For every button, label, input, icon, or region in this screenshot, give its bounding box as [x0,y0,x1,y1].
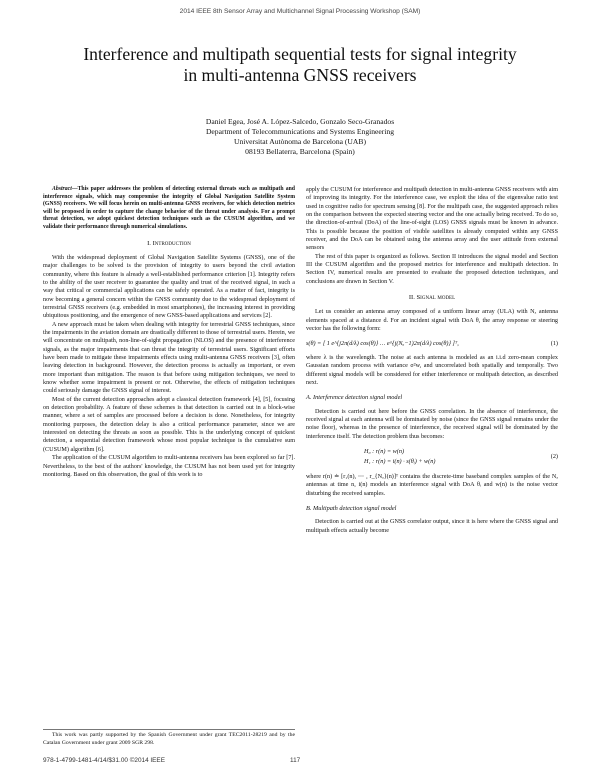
author-department: Department of Telecommunications and Systems Engineering [205,127,395,136]
isbn-copyright: 978-1-4799-1481-4/14/$31.00 ©2014 IEEE [43,757,165,764]
conference-header: 2014 IEEE 8th Sensor Array and Multichannel Signal Processing Workshop (SAM) [179,8,421,15]
interference-paragraph: Detection is carried out here before the GNSS correlation. In the absence of interference, the received signal at each antenna will be dominated by noise (since the GNSS signal remains under the noise floor), whereas in the presence of interference, the received signal will be dominated by the interference itself. The detection problem thus becomes: [306,408,558,440]
left-column [43,186,295,479]
section-heading-signal-model: II. Signal model [408,294,456,302]
title-line-2: in multi-antenna GNSS receivers [183,65,417,85]
equation-1-number: (1) [550,339,558,347]
equation-2-h0: H₀ : r(n) = w(n) [364,447,405,455]
author-university: Universitat Autònoma de Barcelona (UAB) [233,137,366,146]
signal-model-paragraph: Let us consider an antenna array composed of a uniform linear array (ULA) with Nₐ antenna elements spaced at a distance d. For an incident signal with DoA θ, the array response or steering vector has the following form: [306,309,558,333]
right-paragraph-1: apply the CUSUM for interference and multipath detection in multi-antenna GNSS receivers with aim of improving its integrity. For the interference case, we exploit the idea of the eigenvalue ratio test used in cognitive radio for spectrum sensing [8]. For the multipath case, the suggested approach relies on the comparison between the expected steering vector and the one actually being received. To do so, the direction-of-arrival (DoA) of the line-of-sight (LOS) GNSS signals must be known in advance. This is possible because the position of visible satellites is already computed within any GNSS receiver, and the DoA can be obtained using the antenna array and the user attitude from external sensors [306,187,558,252]
intro-paragraph-1: With the widespread deployment of Global Navigation Satellite Systems (GNSS), one of the major challenges to be solved is the provision of integrity to users beyond the civil aviation community, where this feature is already a well-established performance criterion [1]. Integrity refers to the ability of the user receiver to guarantee the quality and trust of the received signal, in such a way that critical or commercial applications can be safely operated. As a matter of fact, integrity is now becoming a general concern within the GNSS community due to the widespread deployment of terrestrial GNSS receivers (e.g. embedded in most smartphones), the increasing interest in providing ubiquitous positioning, and the emergence of new GNSS-based applications and services [2]. [43,254,295,320]
paper-title [40,44,560,86]
author-city: 08193 Bellaterra, Barcelona (Spain) [245,147,355,156]
equation-2 [306,447,558,467]
equation-2-number: (2) [550,452,558,460]
abstract [43,186,295,232]
subsection-a-heading: A. Interference detection signal model [306,394,403,402]
abstract-label: Abstract [52,186,72,192]
title-line-1: Interference and multipath sequential tests for signal integrity [83,44,517,64]
equation-2-body [364,447,435,467]
received-signal-paragraph: where r(n) ≐ [r₁(n), ⋯ , r_{Nₐ}(n)]ᵀ contains the discrete-time baseband complex samples of the Nₐ antennas at time n, i(n) models an interference signal with DoA θᵢ and w(n) is the noise vector disturbing the received samples. [306,473,558,497]
equation-1 [306,340,558,348]
author-names: Daniel Egea, José A. López-Salcedo, Gonzalo Seco-Granados [205,117,395,126]
footnote [43,729,295,747]
intro-paragraph-2: A new approach must be taken when dealing with integrity for terrestrial GNSS techniques, since the impairments in the aviation domain are drastically different to those of terrestrial users. Herein, we will concentrate on multipath, non-line-of-sight propagation (NLOS) and the presence of interference signals, as the major impairments that can threat the integrity of terrestrial users. Significant efforts have been made to mitigate these impairments effects using multi-antenna GNSS receivers [3], often leaving detection in background. However, the detection process is actually as important, or even more important than mitigation. The reason is that before using mitigation techniques, we need to know whether some impairment is present or not. Otherwise, the effects of mitigation techniques could seriously damage the GNSS signal of interest. [43,321,295,395]
equation-1-body: s(θ) = [ 1 e^{j2π(d/λ) cos(θ)} … e^{j(Nₐ−1)2π(d/λ) cos(θ)} ]ᵀ, [306,339,459,347]
equation-2-h1: H₁ : r(n) = i(n) · s(θᵢ) + w(n) [364,457,436,465]
abstract-text: —This paper addresses the problem of detecting external threats such as multipath and interference signals, which may compromise the integrity of Global Navigation Satellite System (GNSS) receivers. We will focus herein on multi-antenna GNSS receivers, for which detection metrics will be proposed in order to capture the change behavior of the threat under analysis. For a prompt threat detection, we adopt quickest detection techniques such as the CUSUM algorithm, and we validate their performance through numerical simulations. [43,186,295,230]
multipath-paragraph: Detection is carried out at the GNSS correlator output, since it is here where the GNSS signal and multipath effects actually become [306,519,558,534]
author-block [0,117,600,157]
section-heading-intro: I. Introduction [147,239,191,247]
intro-paragraph-4: The application of the CUSUM algorithm to multi-antenna receivers has been explored so far [7]. Nevertheless, to the best of the authors' knowledge, the CUSUM has not been used yet for integrity monitoring. Based on this observation, the goal of this work is to [43,455,295,478]
subsection-b-heading: B. Multipath detection signal model [306,504,397,512]
right-column [306,186,558,535]
right-paragraph-2: The rest of this paper is organized as follows. Section II introduces the signal model and Section III the CUSUM algorithm and the proposed metrics for interference and multipath detection. In Section IV, numerical results are presented to evaluate the proposed detection techniques, and conclusions are drawn in Section V. [306,253,558,285]
intro-paragraph-3: Most of the current detection approaches adopt a classical detection framework [4], [5], focusing on detection probability. A feature of these schemes is that detection is carried out in a block-wise manner, where a set of samples are processed before a decision is done. Nonetheless, for integrity monitoring purposes, the detection delay is also a critical performance parameter, since we are interested on detecting the threats as soon as possible. This is the underlying concept of quickest detection, a sequential detection framework whose most popular technique is the cumulative sum (CUSUM) algorithm [6]. [43,396,295,453]
funding-note: This work was partly supported by the Spanish Government under grant TEC2011-28219 and by the Catalan Government under grant 2009 SGR 298. [43,732,295,746]
page-number: 117 [290,757,301,764]
noise-paragraph: where λ is the wavelength. The noise at each antenna is modeled as an i.i.d zero-mean complex Gaussian random process with variance σ²w, and uncorrelated both spatially and temporally. Two different signal models will be considered for either interference or multipath detection, as described next. [306,354,558,386]
